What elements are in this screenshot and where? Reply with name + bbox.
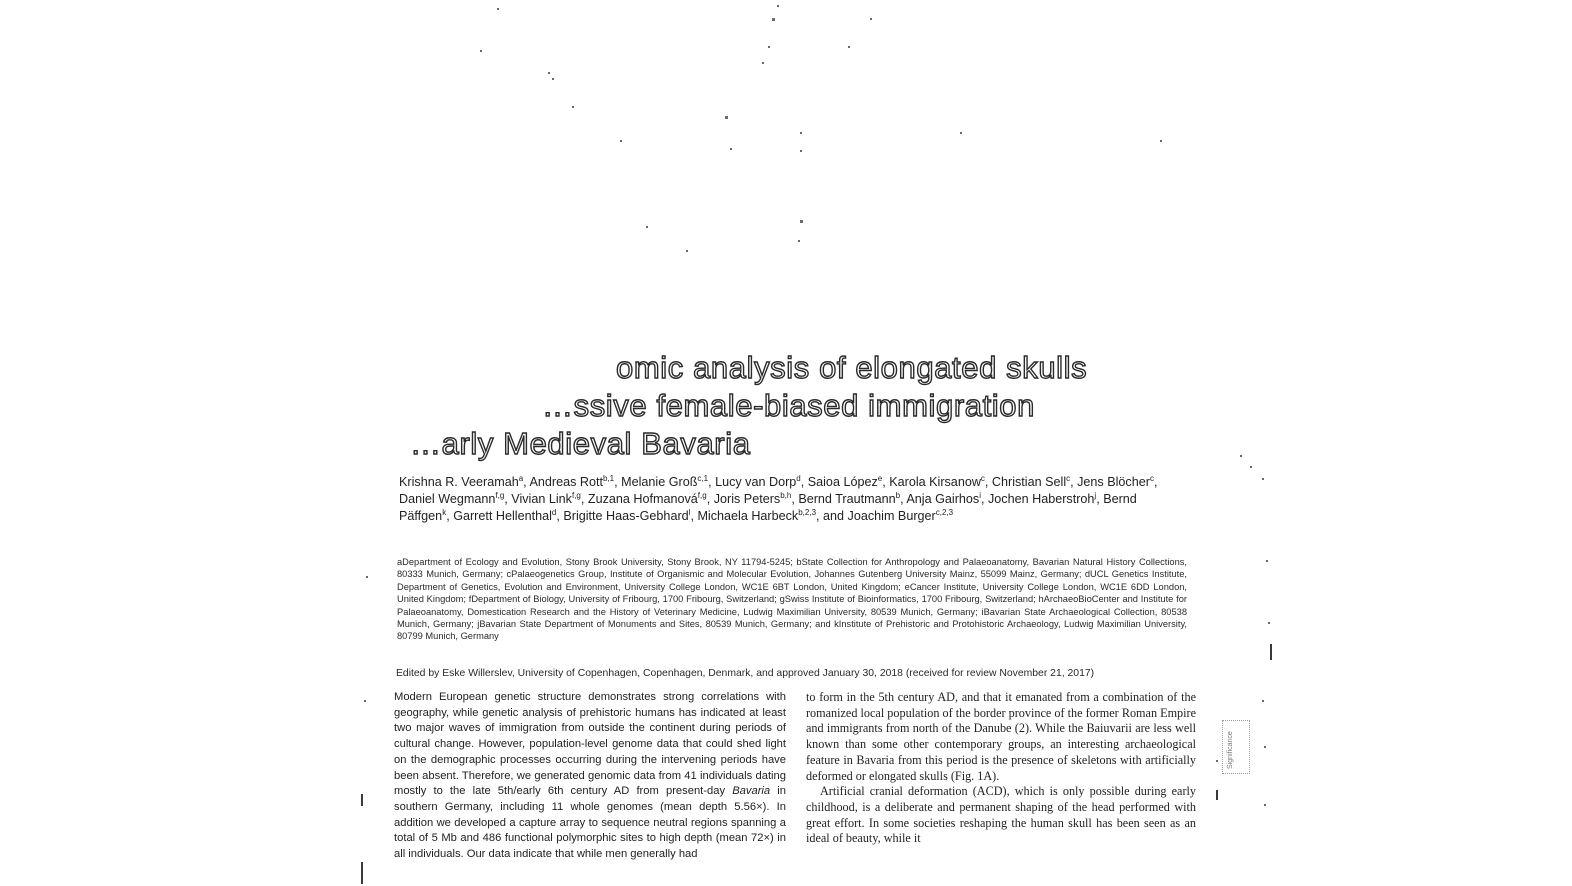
scan-speck	[686, 250, 688, 252]
author-name: Garrett Hellenthal	[453, 509, 552, 523]
scan-speck	[548, 72, 550, 74]
scan-margin-mark	[361, 794, 363, 806]
author-separator: ,	[446, 509, 454, 523]
scan-speck	[480, 50, 482, 52]
author-separator: ,	[614, 475, 622, 489]
scan-speck	[800, 150, 802, 152]
author-separator: ,	[556, 509, 564, 523]
author-separator: ,	[708, 475, 716, 489]
author-name: Jochen Haberstroh	[988, 492, 1095, 506]
author-list	[399, 474, 1189, 525]
author-name: Lucy van Dorp	[715, 475, 797, 489]
author-name: Brigitte Haas-Gebhard	[563, 509, 689, 523]
author-separator: ,	[900, 492, 907, 506]
scan-speck	[800, 132, 802, 134]
scan-speck	[497, 8, 499, 10]
author-separator: ,	[504, 492, 512, 506]
author-affiliation-mark: d	[796, 473, 801, 483]
body-column	[806, 690, 1196, 847]
author-affiliation-mark: d	[551, 507, 557, 517]
author-affiliation-mark: e	[877, 473, 883, 483]
scan-speck	[1160, 140, 1162, 142]
scan-speck	[646, 226, 648, 228]
author-name: Anja Gairhos	[906, 492, 980, 506]
scan-speck	[800, 220, 803, 223]
scan-speck	[1216, 760, 1218, 762]
abstract-text-part-1: Modern European genetic structure demonstrates strong correlations with geography, while genetic analysis of prehistoric humans has indicated at least two major waves of immigration from outside the continent during periods of cultural change. However, population-level genome data that could shed light on the demographic processes occurring during the intervening periods have been absent. Therefore, we generated genomic data from 41 individuals dating mostly to the late 5th/early 6th century AD from present-day	[394, 691, 786, 798]
author-affiliation-mark: b,1	[602, 473, 615, 483]
body-paragraph: to form in the 5th century AD, and that it emanated from a combination of the romanized local population of the border province of the former Roman Empire and immigrants from north of the Danube (2). While the Baiuvarii are less well known than some other contemporary groups, an interesting archaeological feature in Bavaria from this period is the presence of skeletons with artificially deformed or elongated skulls (Fig. 1A).	[806, 690, 1196, 783]
scan-margin-mark	[361, 862, 363, 884]
scan-margin-mark	[1216, 790, 1218, 800]
edited-by-line: Edited by Eske Willerslev, University of Copenhagen, Copenhagen, Denmark, and approved January 30, 2018 (received for review November 21, 2017)	[396, 668, 1095, 679]
scan-speck	[1264, 804, 1266, 806]
author-affiliation-mark: f,g	[697, 490, 707, 500]
author-name: Daniel Wegmann	[399, 492, 496, 506]
scan-speck	[960, 132, 962, 134]
author-separator: ,	[1070, 475, 1078, 489]
author-name: Andreas Rott	[529, 475, 603, 489]
abstract-text-italic: Bavaria	[732, 785, 771, 798]
abstract-text-part-2: in southern Germany, including 11 whole genomes (mean depth 5.56×). In addition we developed a capture array to sequence neutral regions spanning a total of 5 Mb and 486 functional polymorphic sites to high depth (mean 72×) in all individuals. Our data indicate that while men generally had	[394, 785, 786, 861]
author-name: Krishna R. Veeramah	[399, 475, 519, 489]
scan-speck	[772, 18, 775, 21]
abstract-column	[394, 690, 786, 863]
scan-speck	[730, 148, 732, 150]
title-line-3: …arly Medieval Bavaria	[410, 426, 751, 461]
author-affiliation-mark: c	[980, 473, 985, 483]
author-separator: ,	[800, 475, 808, 489]
author-separator: ,	[580, 492, 588, 506]
author-affiliation-mark: c	[1066, 473, 1071, 483]
scan-speck	[1264, 746, 1266, 748]
scan-speck	[848, 46, 850, 48]
scan-speck	[1266, 560, 1268, 562]
author-name: and Joachim Burger	[823, 509, 936, 523]
author-name: Vivian Link	[511, 492, 572, 506]
scan-speck	[572, 106, 574, 108]
author-affiliation-mark: c,2,3	[935, 507, 954, 517]
author-name: Zuzana Hofmanová	[587, 492, 698, 506]
author-affiliation-mark: a	[518, 473, 524, 483]
scan-speck	[1262, 478, 1264, 480]
scan-speck	[1240, 455, 1242, 457]
author-name: Michaela Harbeck	[697, 509, 799, 523]
scan-speck	[620, 140, 622, 142]
author-affiliation-mark: k	[442, 507, 447, 517]
scan-speck	[870, 18, 872, 20]
author-separator: ,	[816, 509, 824, 523]
author-separator: ,	[706, 492, 714, 506]
title-line-2: …ssive female-biased immigration	[542, 388, 1035, 423]
scan-speck	[1250, 466, 1252, 468]
body-paragraph: Artificial cranial deformation (ACD), which is only possible during early childhood, is a deliberate and permanent shaping of the head performed with great effort. In some societies reshaping the human skull has been seen as an ideal of beauty, while it	[806, 784, 1196, 846]
title-line-1: omic analysis of elongated skulls	[616, 350, 1088, 385]
author-affiliation-mark: c,1	[697, 473, 709, 483]
author-affiliation-mark: f,g	[495, 490, 505, 500]
author-separator: ,	[984, 475, 992, 489]
scan-speck	[1262, 700, 1264, 702]
author-separator: ,	[690, 509, 698, 523]
side-stamp-label: Significance	[1227, 731, 1234, 769]
author-affiliation-mark: c	[1149, 473, 1154, 483]
author-name: Karola Kirsanow	[889, 475, 981, 489]
author-affiliation-mark: j	[1094, 490, 1097, 500]
author-separator: ,	[523, 475, 530, 489]
significance-side-stamp	[1222, 720, 1250, 774]
scan-speck	[366, 576, 368, 578]
scan-margin-mark	[1270, 644, 1272, 660]
affiliations: aDepartment of Ecology and Evolution, Stony Brook University, Stony Brook, NY 11794-5245; bState Collection for Anthropology and Palaeoanatomy, Bavarian Natural History Collections, 80333 Munich, Germany; cPalaeogenetics Group, Institute of Organismic and Molecular Evolution, Johannes Gutenberg University Mainz, 55099 Mainz, Germany; dUCL Genetics Institute, Department of Genetics, Evolution and Environment, University College London, WC1E 6BT London, United Kingdom; eCancer Institute, University College London, WC1E 6DD London, United Kingdom; fDepartment of Biology, University of Fribourg, 1700 Fribourg, Switzerland; gSwiss Institute of Bioinformatics, 1700 Fribourg, Switzerland; hArchaeoBioCenter and Institute for Palaeoanatomy, Domestication Research and the History of Veterinary Medicine, Ludwig Maximilian University, 80539 Munich, Germany; iBavarian State Archaeological Collection, 80538 Munich, Germany; jBavarian State Department of Monuments and Sites, 80539 Munich, Germany; and kInstitute of Prehistoric and Protohistoric Archaeology, Ludwig Maximilian University, 80799 Munich, Germany	[397, 557, 1187, 642]
author-name: Jens Blöcher	[1077, 475, 1150, 489]
author-separator: ,	[1096, 492, 1104, 506]
scan-speck	[725, 116, 728, 119]
author-separator: ,	[1153, 475, 1158, 489]
author-separator: ,	[791, 492, 799, 506]
scan-speck	[1268, 622, 1270, 624]
scan-speck	[768, 46, 770, 48]
author-name: Saioa López	[807, 475, 878, 489]
author-separator: ,	[882, 475, 890, 489]
author-affiliation-mark: b,h	[780, 490, 792, 500]
author-affiliation-mark: f,g	[571, 490, 581, 500]
author-name: Christian Sell	[991, 475, 1067, 489]
author-name: Bernd Trautmann	[798, 492, 896, 506]
author-affiliation-mark: b	[895, 490, 901, 500]
scan-speck	[798, 240, 800, 242]
author-affiliation-mark: l	[688, 507, 691, 517]
scan-speck	[777, 5, 779, 7]
author-name: Melanie Groß	[621, 475, 698, 489]
author-name: Bernd Päffgen	[399, 492, 1137, 523]
author-affiliation-mark: b,2,3	[798, 507, 817, 517]
scan-speck	[364, 700, 366, 702]
scan-speck	[552, 78, 554, 80]
author-name: Joris Peters	[713, 492, 781, 506]
scan-speck	[762, 62, 764, 64]
author-affiliation-mark: i	[979, 490, 981, 500]
author-separator: ,	[981, 492, 988, 506]
